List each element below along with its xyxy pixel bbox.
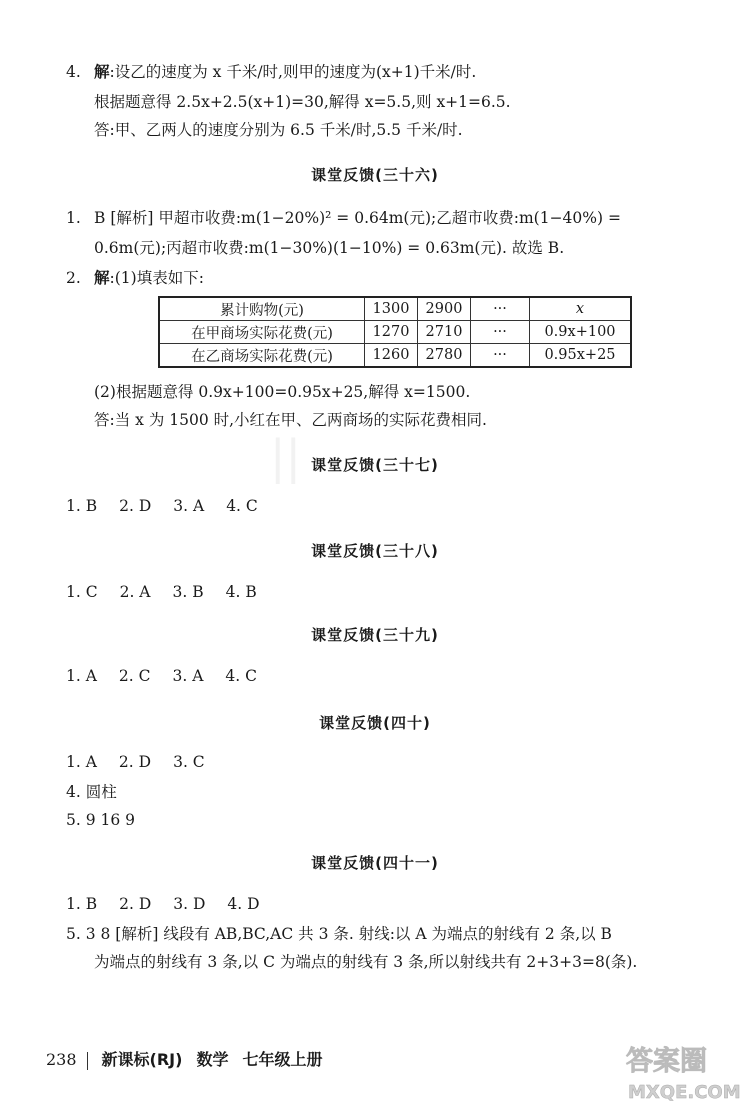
section-heading-36: 课堂反馈(三十六) (311, 166, 439, 184)
answer-item: 1. A (66, 753, 97, 771)
answer-item: 2. C (118, 667, 151, 685)
answer-item: 1. B (66, 895, 98, 913)
footer-grade: 七年级上册 (242, 1050, 323, 1069)
s36-q1-line2: 0.6m(元);丙超市收费:m(1−30%)(1−10%) = 0.63m(元). 故选 B. (94, 239, 565, 257)
table-row (159, 321, 631, 344)
section-heading-38: 课堂反馈(三十八) (311, 542, 439, 560)
answer-item: 1. A (66, 667, 97, 685)
q4-line1 (66, 62, 476, 82)
table-cell: x (530, 297, 632, 321)
table-cell: 2780 (418, 344, 471, 368)
answer-item: 1. C (66, 583, 98, 601)
answer-item: 1. B (66, 497, 98, 515)
watermark-url: MXQE.COM (628, 1082, 741, 1102)
watermark-logo-text: 答案圈 (626, 1046, 707, 1077)
s36-q1-num: 1. (66, 209, 81, 227)
s36-q2-num: 2. (66, 269, 81, 287)
answer-item: 3. D (173, 895, 206, 913)
q4-line1-text: :设乙的速度为 x 千米/时,则甲的速度为(x+1)千米/时. (109, 63, 477, 81)
answer-item: 2. D (118, 753, 152, 771)
shopping-table (158, 296, 632, 368)
answer-item: 3. A (173, 497, 205, 515)
table-cell: 2900 (418, 297, 471, 321)
footer-series: 新课标(RJ) (101, 1050, 183, 1069)
s37-answers (66, 496, 280, 516)
table-cell: 累计购物(元) (159, 297, 365, 321)
s39-answers (66, 666, 279, 686)
s41-answers (66, 894, 282, 914)
section-heading-41: 课堂反馈(四十一) (311, 854, 439, 872)
section-heading-39: 课堂反馈(三十九) (311, 626, 439, 644)
table-cell: 在甲商场实际花费(元) (159, 321, 365, 344)
answer-item: 3. B (172, 583, 204, 601)
s36-q2-line (66, 268, 204, 288)
q4-num: 4. (66, 63, 81, 81)
answer-item: 4. B (225, 583, 257, 601)
s41-q5-line1: 5. 3 8 [解析] 线段有 AB,BC,AC 共 3 条. 射线:以 A 为端点的射线有 2 条,以 B (66, 925, 612, 943)
table-row (159, 344, 631, 368)
table-cell: ··· (471, 297, 530, 321)
table-cell: 2710 (418, 321, 471, 344)
s36-q2-part2: (2)根据题意得 0.9x+100=0.95x+25,解得 x=1500. (94, 383, 471, 401)
s40-answers (66, 752, 227, 772)
answer-item: 2. D (119, 497, 152, 515)
s40-q5: 5. 9 16 9 (66, 811, 136, 829)
answer-item: 2. A (119, 583, 151, 601)
s36-q1-line1 (66, 208, 621, 228)
table-cell: ··· (471, 344, 530, 368)
answer-item: 4. D (227, 895, 260, 913)
s36-q2-answer: 答:当 x 为 1500 时,小红在甲、乙两商场的实际花费相同. (94, 411, 487, 429)
background-watermark: || (270, 430, 301, 484)
table-cell: 1260 (365, 344, 418, 368)
watermark-logo (624, 1040, 742, 1102)
footer-divider (87, 1052, 88, 1070)
table-cell: 1300 (365, 297, 418, 321)
page-footer (46, 1047, 336, 1070)
answer-item: 4. C (226, 497, 258, 515)
table-cell: 0.95x+25 (530, 344, 632, 368)
q4-line2: 根据题意得 2.5x+2.5(x+1)=30,解得 x=5.5,则 x+1=6.5. (94, 93, 511, 111)
section-heading-37: 课堂反馈(三十七) (311, 456, 439, 474)
s36-q2-text: :(1)填表如下: (109, 269, 204, 287)
s38-answers (66, 582, 279, 602)
s40-q4: 4. 圆柱 (66, 783, 117, 801)
answer-item: 2. D (119, 895, 152, 913)
footer-subject: 数学 (196, 1050, 229, 1069)
page-number: 238 (46, 1050, 77, 1069)
table-cell: 0.9x+100 (530, 321, 632, 344)
q4-solution-label: 解 (94, 63, 110, 81)
answer-item: 3. A (172, 667, 204, 685)
s36-q2-label: 解 (94, 269, 110, 287)
table-cell: 1270 (365, 321, 418, 344)
section-heading-40: 课堂反馈(四十) (319, 714, 431, 732)
s36-q1-text1: B [解析] 甲超市收费:m(1−20%)² = 0.64m(元);乙超市收费:m(1−40%) = (94, 209, 621, 227)
table-cell: ··· (471, 321, 530, 344)
table-cell: 在乙商场实际花费(元) (159, 344, 365, 368)
s41-q5-line2: 为端点的射线有 3 条,以 C 为端点的射线有 3 条,所以射线共有 2+3+3=8(条). (94, 953, 638, 971)
table-row (159, 297, 631, 321)
answer-item: 3. C (173, 753, 205, 771)
q4-line3: 答:甲、乙两人的速度分别为 6.5 千米/时,5.5 千米/时. (94, 121, 463, 139)
answer-item: 4. C (225, 667, 257, 685)
